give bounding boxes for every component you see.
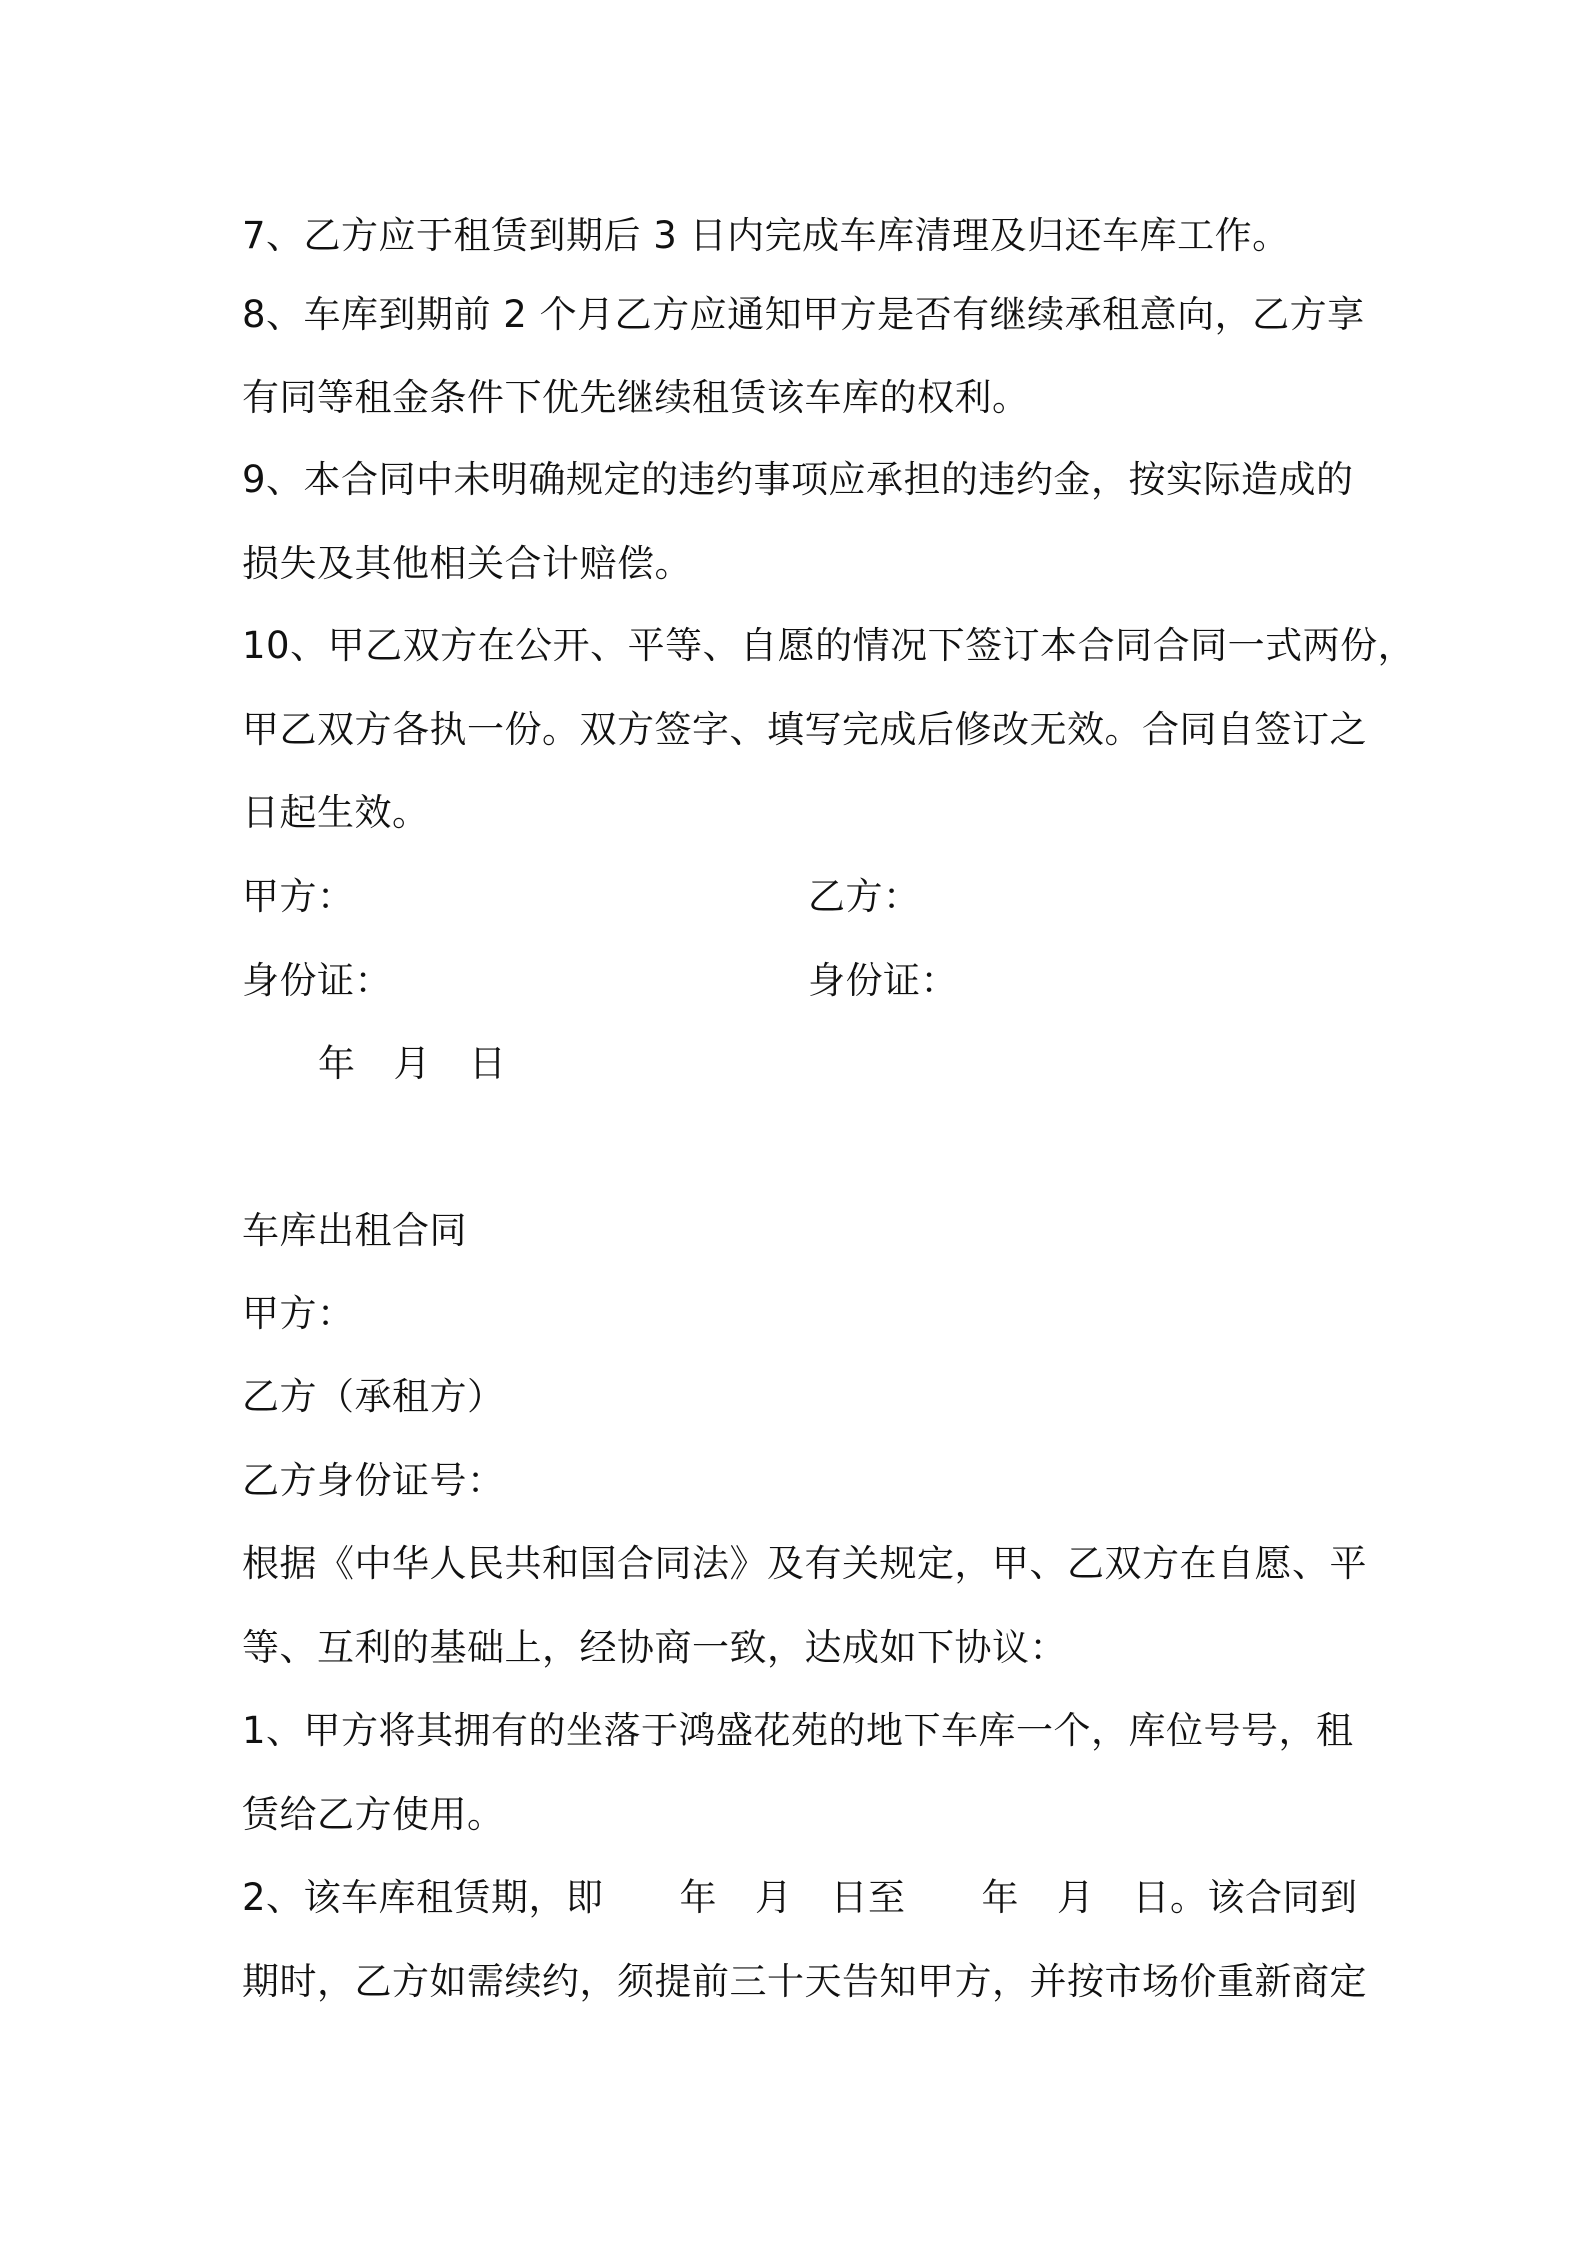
clause-2-suffix: 日。该合同到 <box>1132 1876 1358 1919</box>
contract-title: 车库出租合同 <box>242 1209 467 1252</box>
new-clause-1-line-2: 赁给乙方使用。 <box>242 1793 505 1836</box>
clause-7: 7、乙方应于租赁到期后 3 日内完成车库清理及归还车库工作。 <box>242 214 1290 257</box>
new-clause-1-line-1: 1、甲方将其拥有的坐落于鸿盛花苑的地下车库一个，库位号号，租 <box>242 1709 1354 1752</box>
preamble-line-1: 根据《中华人民共和国合同法》及有关规定，甲、乙双方在自愿、平 <box>242 1542 1367 1585</box>
clause-2-year-1: 年 <box>679 1876 718 1919</box>
new-party-a-label: 甲方： <box>242 1292 355 1335</box>
date-year: 年 <box>318 1042 356 1085</box>
party-a-id-label: 身份证： <box>242 959 392 1002</box>
clause-10-line-1: 10、甲乙双方在公开、平等、自愿的情况下签订本合同合同一式两份， <box>242 624 1416 667</box>
date-day: 日 <box>469 1042 507 1085</box>
clause-10-line-2: 甲乙双方各执一份。双方签字、填写完成后修改无效。合同自签订之 <box>242 708 1367 751</box>
new-clause-2-line-1 <box>242 1874 1362 1922</box>
clause-2-month-1: 月 <box>755 1876 793 1919</box>
clause-2-day-1-to: 日至 <box>830 1876 906 1919</box>
new-party-b-id-label: 乙方身份证号： <box>242 1459 505 1502</box>
clause-10-line-3: 日起生效。 <box>242 791 430 834</box>
date-month: 月 <box>393 1042 431 1085</box>
clause-2-year-2: 年 <box>981 1876 1020 1919</box>
clause-2-month-2: 月 <box>1057 1876 1095 1919</box>
party-b-signature-label: 乙方： <box>808 875 921 918</box>
clause-2-prefix: 2、该车库租赁期，即 <box>242 1876 604 1919</box>
new-clause-2-line-2: 期时，乙方如需续约，须提前三十天告知甲方，并按市场价重新商定 <box>242 1960 1367 2003</box>
clause-8-line-1: 8、车库到期前 2 个月乙方应通知甲方是否有继续承租意向，乙方享 <box>242 293 1365 336</box>
clause-9-line-2: 损失及其他相关合计赔偿。 <box>242 542 692 585</box>
clause-8-line-2: 有同等租金条件下优先继续租赁该车库的权利。 <box>242 376 1030 419</box>
party-b-id-label: 身份证： <box>808 959 958 1002</box>
signature-date <box>318 1040 1438 1088</box>
preamble-line-2: 等、互利的基础上，经协商一致，达成如下协议： <box>242 1626 1067 1669</box>
clause-9-line-1: 9、本合同中未明确规定的违约事项应承担的违约金，按实际造成的 <box>242 458 1354 501</box>
new-party-b-label: 乙方（承租方） <box>242 1375 505 1418</box>
party-a-signature-label: 甲方： <box>242 875 355 918</box>
